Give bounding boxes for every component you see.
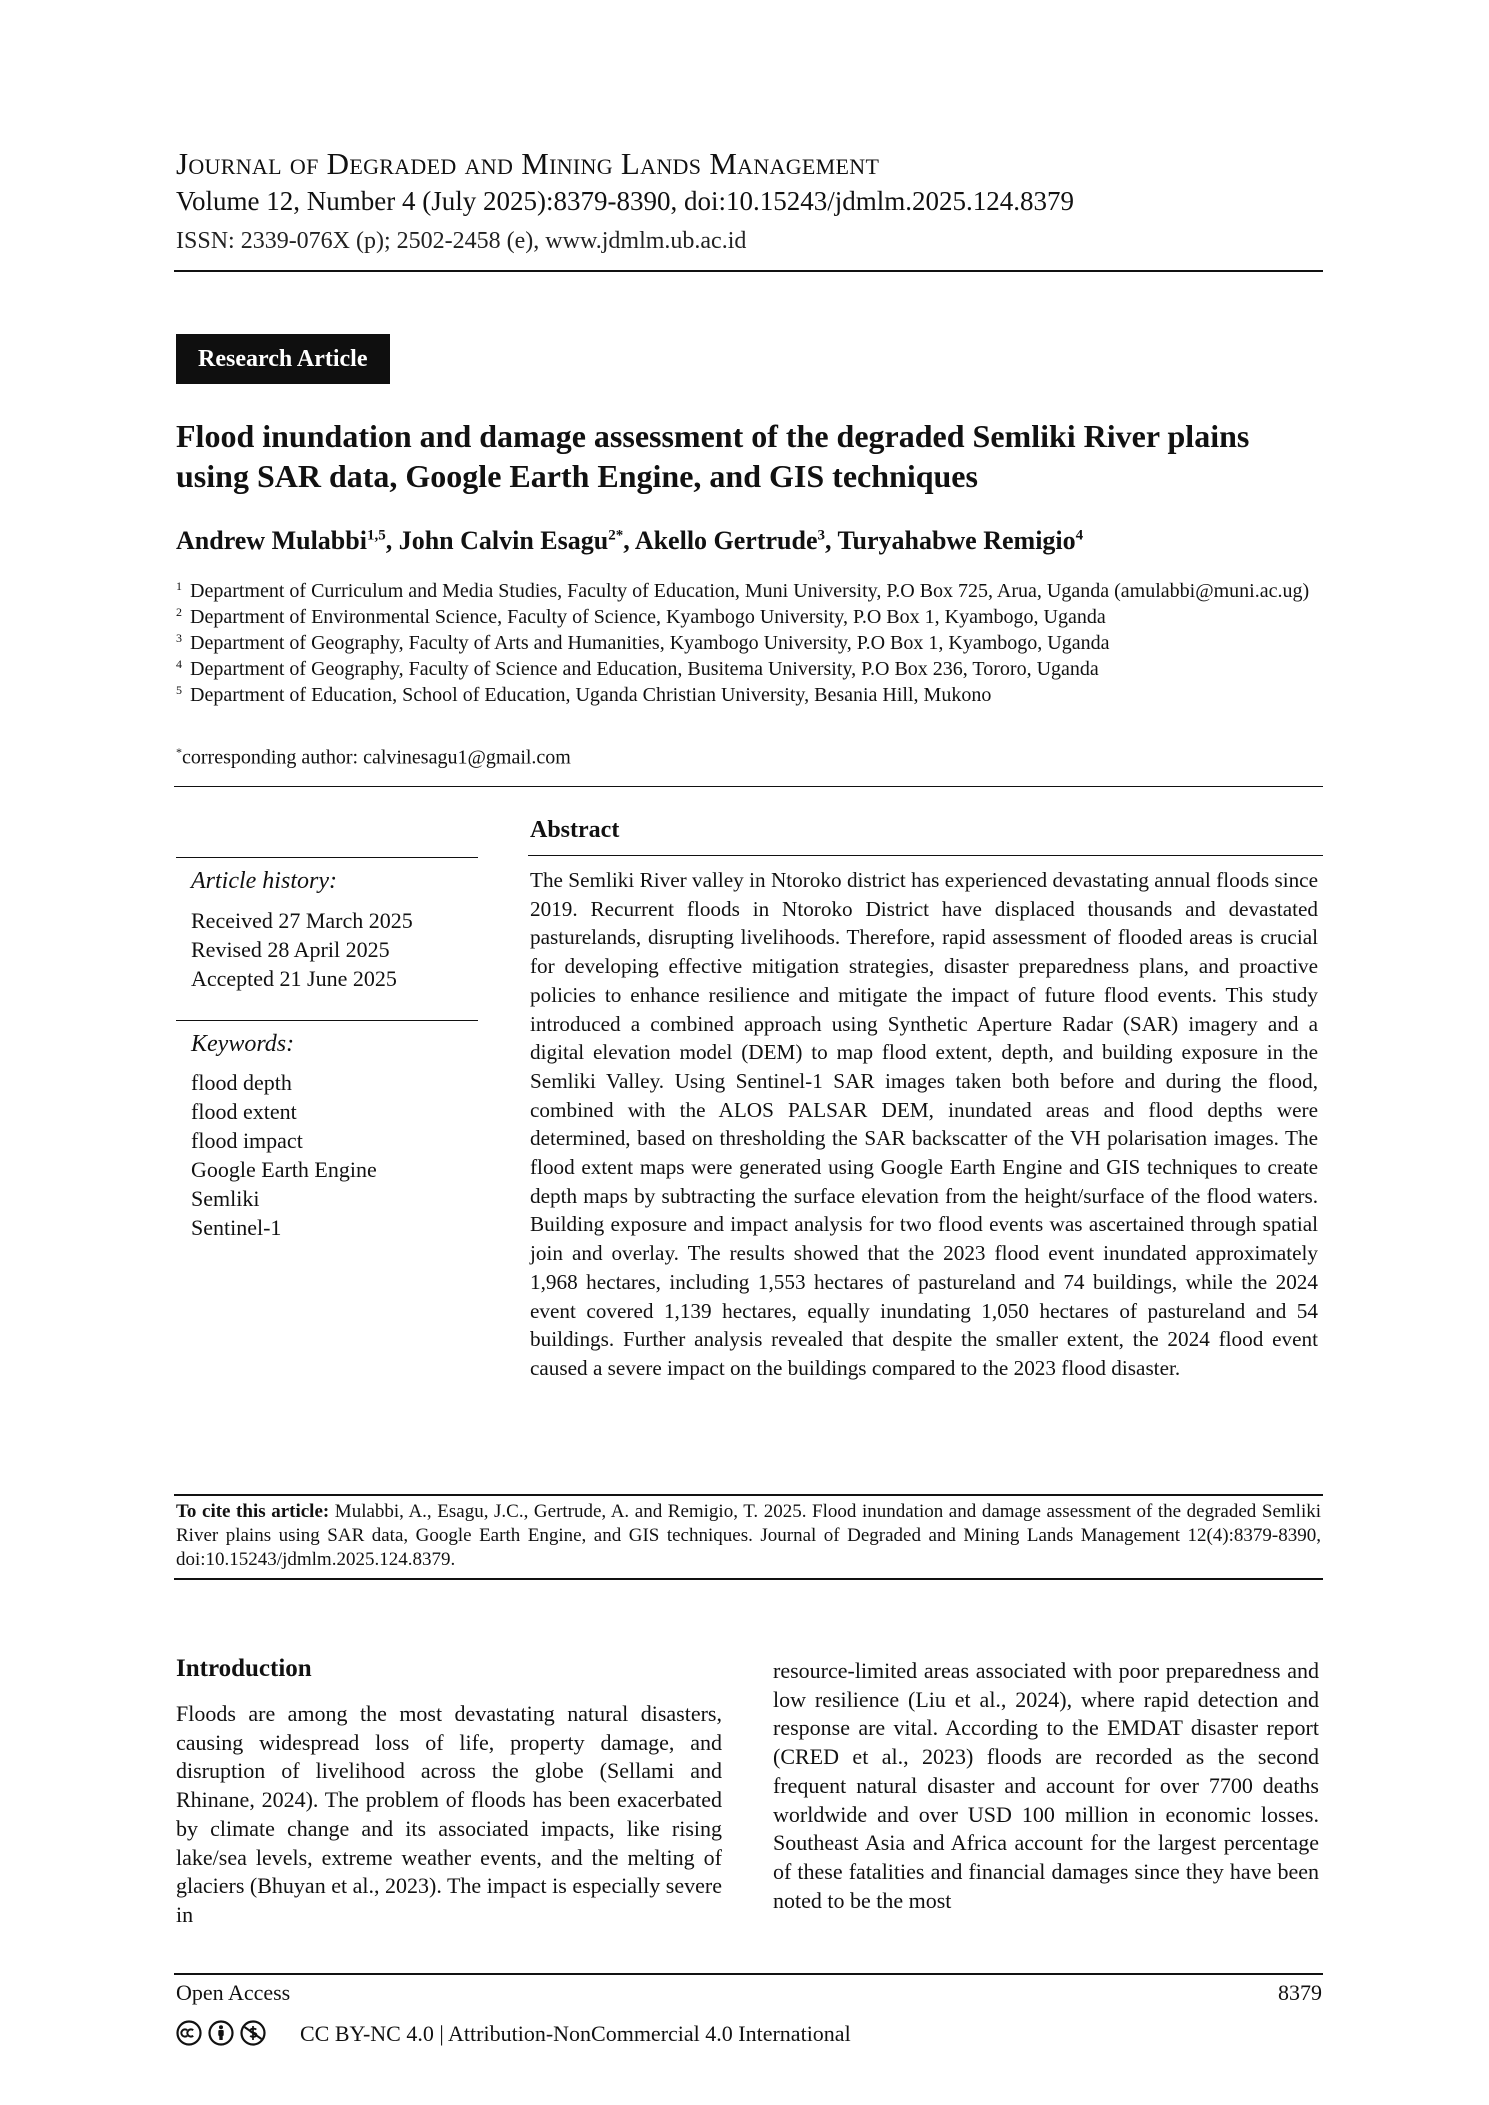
keyword-item: flood extent [191, 1099, 297, 1124]
introduction-column-left: Floods are among the most devastating natural disasters, causing widespread loss of life, property damage, and disruption of livelihood across the globe (Sellami and Rhinane, 2024). The problem of floods has been exacerbated by climate change and its associated impacts, like rising lake/sea levels, extreme weather events, and the melting of glaciers (Bhuyan et al., 2023). The impact is especially severe in [176, 1701, 722, 1927]
affiliation-item [176, 656, 1321, 682]
author-name: John Calvin Esagu [398, 526, 609, 555]
keyword-item: Google Earth Engine [191, 1157, 377, 1182]
journal-name: Journal of Degraded and Mining Lands Management [176, 146, 880, 181]
cc-icon[interactable] [176, 2020, 202, 2046]
keyword-item: Sentinel-1 [191, 1215, 282, 1240]
abstract-text: The Semliki River valley in Ntoroko district has experienced devastating annual floods since 2019. Recurrent floods in Ntoroko District have displaced thousands and devastated pasturelands, disrupting livelihoods. Therefore, rapid assessment of flooded areas is crucial for developing effective mitigation strategies, disaster preparedness plans, and proactive policies to enhance resilience and mitigate the impact of future flood events. This study introduced a combined approach using Synthetic Aperture Radar (SAR) imagery and a digital elevation model (DEM) to map flood extent, depth, and building exposure in the Semliki Valley. Using Sentinel-1 SAR images taken both before and during the flood, combined with the ALOS PALSAR DEM, inundated areas and flood depths were determined, based on thresholding the SAR backscatter of the VH polarisation images. The flood extent maps were generated using Google Earth Engine and GIS techniques to create depth maps by subtracting the surface elevation from the height/surface of the flood waters. Building exposure and impact analysis for two flood events was ascertained through spatial join and overlay. The results showed that the 2023 flood event inundated approximately 1,968 hectares, including 1,553 hectares of pastureland and 74 buildings, while the 2024 event covered 1,139 hectares, equally inundating 1,050 hectares of pastureland and 54 buildings. Further analysis revealed that despite the smaller extent, the 2024 flood event caused a severe impact on the buildings compared to the 2023 flood disaster. [530, 868, 1318, 1380]
author-affil-sup: 1,5 [366, 527, 386, 544]
author-name: Andrew Mulabbi [176, 526, 367, 555]
author-name: Akello Gertrude [634, 526, 818, 555]
citation-block [176, 1500, 1321, 1572]
keyword-item: Semliki [191, 1186, 260, 1211]
affiliation-number: 5 [176, 683, 182, 697]
revised-date: Revised 28 April 2025 [191, 937, 390, 962]
keyword-item: flood impact [191, 1128, 303, 1153]
author-affil-sup: 2* [608, 527, 624, 544]
corresponding-author [176, 745, 571, 770]
abstract-heading: Abstract [530, 817, 620, 843]
author-affil-sup: 4 [1075, 527, 1084, 544]
received-date: Received 27 March 2025 [191, 908, 413, 933]
open-access-label: Open Access [176, 1980, 291, 2005]
affiliation-number: 1 [176, 579, 182, 593]
abstract-rule [528, 855, 1323, 856]
introduction-column-right: resource-limited areas associated with poor preparedness and low resilience (Liu et al., 2024), where rapid detection and response are vital. According to the EMDAT disaster report (CRED et al., 2023) floods are recorded as the second frequent natural disaster and account for over 7700 deaths worldwide and over USD 100 million in economic losses. Southeast Asia and Africa account for the largest percentage of these fatalities and financial damages since they have been noted to be the most [773, 1658, 1319, 1913]
author-affil-sup: 3 [817, 527, 825, 544]
header-rule [174, 270, 1323, 272]
affiliation-rule [174, 786, 1323, 787]
page-number: 8379 [1278, 1980, 1322, 2005]
keywords-heading: Keywords: [191, 1031, 295, 1057]
nc-icon[interactable] [240, 2020, 266, 2046]
corresponding-text: corresponding author: calvinesagu1@gmail.com [182, 746, 571, 769]
author-separator: , [825, 526, 838, 555]
affiliation-list [176, 578, 1321, 708]
keywords-list [191, 1068, 377, 1242]
history-rule [176, 857, 478, 858]
keyword-item: flood depth [191, 1070, 292, 1095]
license-icons [176, 2020, 266, 2046]
affiliation-item [176, 630, 1321, 656]
accepted-date: Accepted 21 June 2025 [191, 966, 397, 991]
affiliation-text: Department of Curriculum and Media Studies, Faculty of Education, Muni University, P.O Box 725, Arua, Uganda (amulabbi@muni.ac.ug) [190, 580, 1310, 602]
affiliation-number: 2 [176, 605, 182, 619]
author-name: Turyahabwe Remigio [837, 526, 1076, 555]
affiliation-text: Department of Education, School of Education, Uganda Christian University, Besania Hill, Mukono [190, 684, 992, 706]
author-separator: , [623, 526, 635, 555]
license-text: CC BY-NC 4.0 | Attribution-NonCommercial 4.0 International [300, 2021, 851, 2046]
keywords-rule [176, 1020, 478, 1021]
journal-volume-line: Volume 12, Number 4 (July 2025):8379-8390, doi:10.15243/jdmlm.2025.124.8379 [176, 186, 1074, 216]
affiliation-text: Department of Environmental Science, Faculty of Science, Kyambogo University, P.O Box 1, Kyambogo, Uganda [190, 606, 1106, 628]
affiliation-text: Department of Geography, Faculty of Science and Education, Busitema University, P.O Box 236, Tororo, Uganda [190, 658, 1099, 680]
author-list [176, 526, 1316, 556]
corresponding-mark: * [176, 745, 182, 759]
citation-label: To cite this article: [176, 1501, 330, 1522]
affiliation-number: 3 [176, 631, 182, 645]
by-icon[interactable] [208, 2020, 234, 2046]
affiliation-item [176, 578, 1321, 604]
footer-rule [174, 1973, 1323, 1975]
affiliation-number: 4 [176, 657, 182, 671]
author-separator: , [385, 526, 399, 555]
citation-text: Mulabbi, A., Esagu, J.C., Gertrude, A. and Remigio, T. 2025. Flood inundation and damage assessment of the degraded Semliki River plains using SAR data, Google Earth Engine, and GIS techniques. Journal of Degraded and Mining Lands Management 12(4):8379-8390, doi:10.15243/jdmlm.2025.124.8379. [176, 1501, 1321, 1570]
history-dates [191, 906, 413, 993]
history-heading: Article history: [191, 868, 337, 894]
citation-rule-top [174, 1494, 1323, 1496]
affiliation-item [176, 604, 1321, 630]
journal-issn-line: ISSN: 2339-076X (p); 2502-2458 (e), www.jdmlm.ub.ac.id [176, 228, 747, 254]
article-title: Flood inundation and damage assessment of the degraded Semliki River plains using SAR data, Google Earth Engine, and GIS techniques [176, 418, 1250, 494]
citation-rule-bottom [174, 1578, 1323, 1580]
affiliation-item [176, 682, 1321, 708]
introduction-heading: Introduction [176, 1655, 312, 1682]
affiliation-text: Department of Geography, Faculty of Arts and Humanities, Kyambogo University, P.O Box 1, Kyambogo, Uganda [190, 632, 1110, 654]
article-type-badge: Research Article [176, 334, 390, 384]
